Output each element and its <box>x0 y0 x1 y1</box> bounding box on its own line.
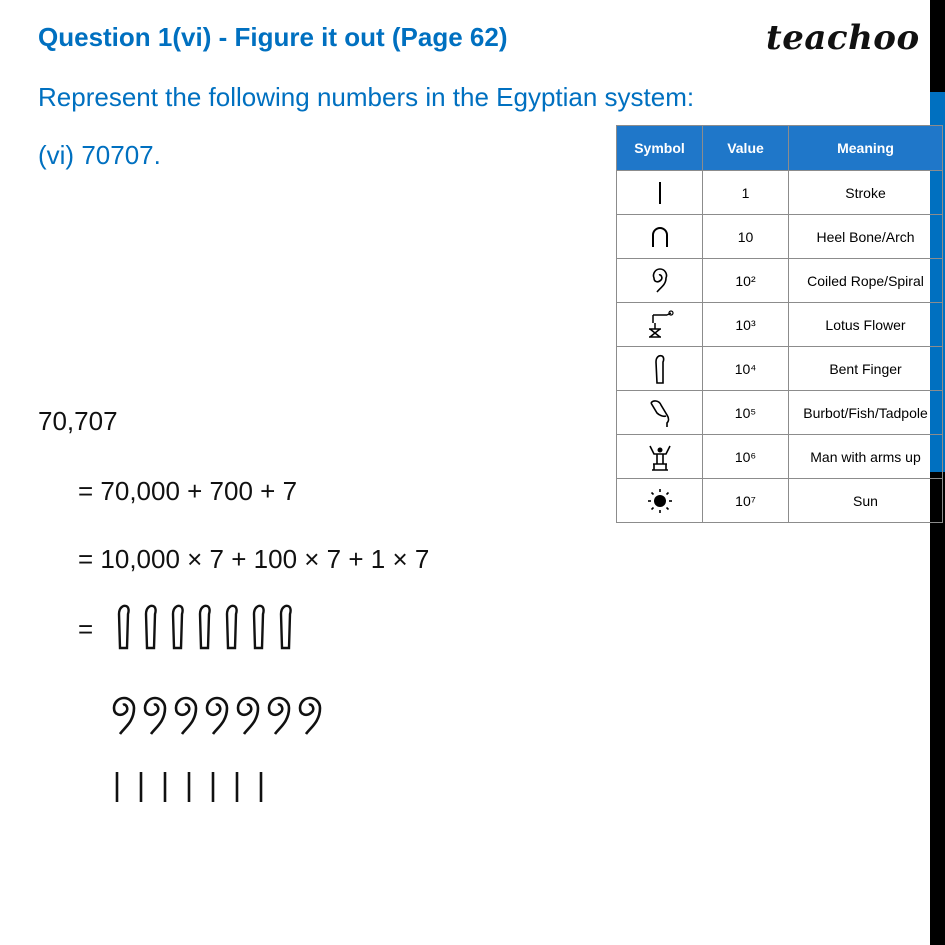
bent-finger-icon <box>195 602 222 652</box>
man-arms-up-icon <box>646 442 674 472</box>
meaning-cell: Sun <box>789 479 943 523</box>
table-row <box>617 347 943 391</box>
bent-finger-icon <box>276 602 303 652</box>
stroke-icon <box>232 768 256 806</box>
symbol-cell <box>617 479 703 523</box>
tadpole-icon <box>647 397 673 429</box>
meaning-cell: Heel Bone/Arch <box>789 215 943 259</box>
coiled-rope-icon <box>232 688 263 738</box>
stroke-icon <box>184 768 208 806</box>
solution-step-expanded: = 70,000 + 700 + 7 <box>78 476 298 506</box>
symbol-cell <box>617 391 703 435</box>
symbol-cell <box>617 215 703 259</box>
header-symbol: Symbol <box>617 126 703 171</box>
stroke-icon <box>136 768 160 806</box>
stroke-icon <box>112 768 136 806</box>
coiled-rope-row <box>108 688 325 738</box>
meaning-cell: Bent Finger <box>789 347 943 391</box>
lotus-flower-icon <box>645 309 675 341</box>
table-row <box>617 171 943 215</box>
question-title: Question 1(vi) - Figure it out (Page 62) <box>38 22 508 52</box>
table-row <box>617 215 943 259</box>
value-cell: 10⁴ <box>703 347 789 391</box>
heel-bone-icon <box>648 224 672 250</box>
solution-number: 70,707 <box>38 406 118 436</box>
question-part: (vi) 70707. <box>38 140 161 170</box>
solution-step-powers: = 10,000 × 7 + 100 × 7 + 1 × 7 <box>78 544 430 574</box>
egyptian-symbols-table <box>616 125 943 523</box>
stroke-icon <box>256 768 280 806</box>
coiled-rope-icon <box>201 688 232 738</box>
value-cell: 10³ <box>703 303 789 347</box>
meaning-cell: Coiled Rope/Spiral <box>789 259 943 303</box>
meaning-cell: Man with arms up <box>789 435 943 479</box>
stroke-icon <box>650 179 670 207</box>
header-value: Value <box>703 126 789 171</box>
sun-icon <box>646 487 674 515</box>
coiled-rope-icon <box>263 688 294 738</box>
stroke-row <box>112 768 280 806</box>
coiled-rope-icon <box>649 267 671 295</box>
bent-finger-icon <box>222 602 249 652</box>
meaning-cell: Lotus Flower <box>789 303 943 347</box>
value-cell: 10 <box>703 215 789 259</box>
value-cell: 1 <box>703 171 789 215</box>
bent-finger-icon <box>652 352 668 386</box>
symbol-cell <box>617 347 703 391</box>
symbol-cell <box>617 303 703 347</box>
header-meaning: Meaning <box>789 126 943 171</box>
solution-step-symbols-equals: = <box>78 614 94 644</box>
stroke-icon <box>208 768 232 806</box>
table-row <box>617 303 943 347</box>
bent-finger-icon <box>249 602 276 652</box>
table-row <box>617 479 943 523</box>
bent-finger-row <box>114 602 303 652</box>
coiled-rope-icon <box>170 688 201 738</box>
meaning-cell: Burbot/Fish/Tadpole <box>789 391 943 435</box>
bent-finger-icon <box>114 602 141 652</box>
coiled-rope-icon <box>294 688 325 738</box>
symbol-cell <box>617 259 703 303</box>
table-row <box>617 391 943 435</box>
table-header-row <box>617 126 943 171</box>
symbol-cell <box>617 171 703 215</box>
table-row <box>617 435 943 479</box>
bent-finger-icon <box>141 602 168 652</box>
symbol-cell <box>617 435 703 479</box>
teachoo-logo: teachoo <box>766 18 920 58</box>
value-cell: 10⁷ <box>703 479 789 523</box>
table-row <box>617 259 943 303</box>
bent-finger-icon <box>168 602 195 652</box>
value-cell: 10² <box>703 259 789 303</box>
value-cell: 10⁵ <box>703 391 789 435</box>
stroke-icon <box>160 768 184 806</box>
meaning-cell: Stroke <box>789 171 943 215</box>
coiled-rope-icon <box>108 688 139 738</box>
question-prompt: Represent the following numbers in the Egyptian system: <box>38 82 695 112</box>
value-cell: 10⁶ <box>703 435 789 479</box>
coiled-rope-icon <box>139 688 170 738</box>
